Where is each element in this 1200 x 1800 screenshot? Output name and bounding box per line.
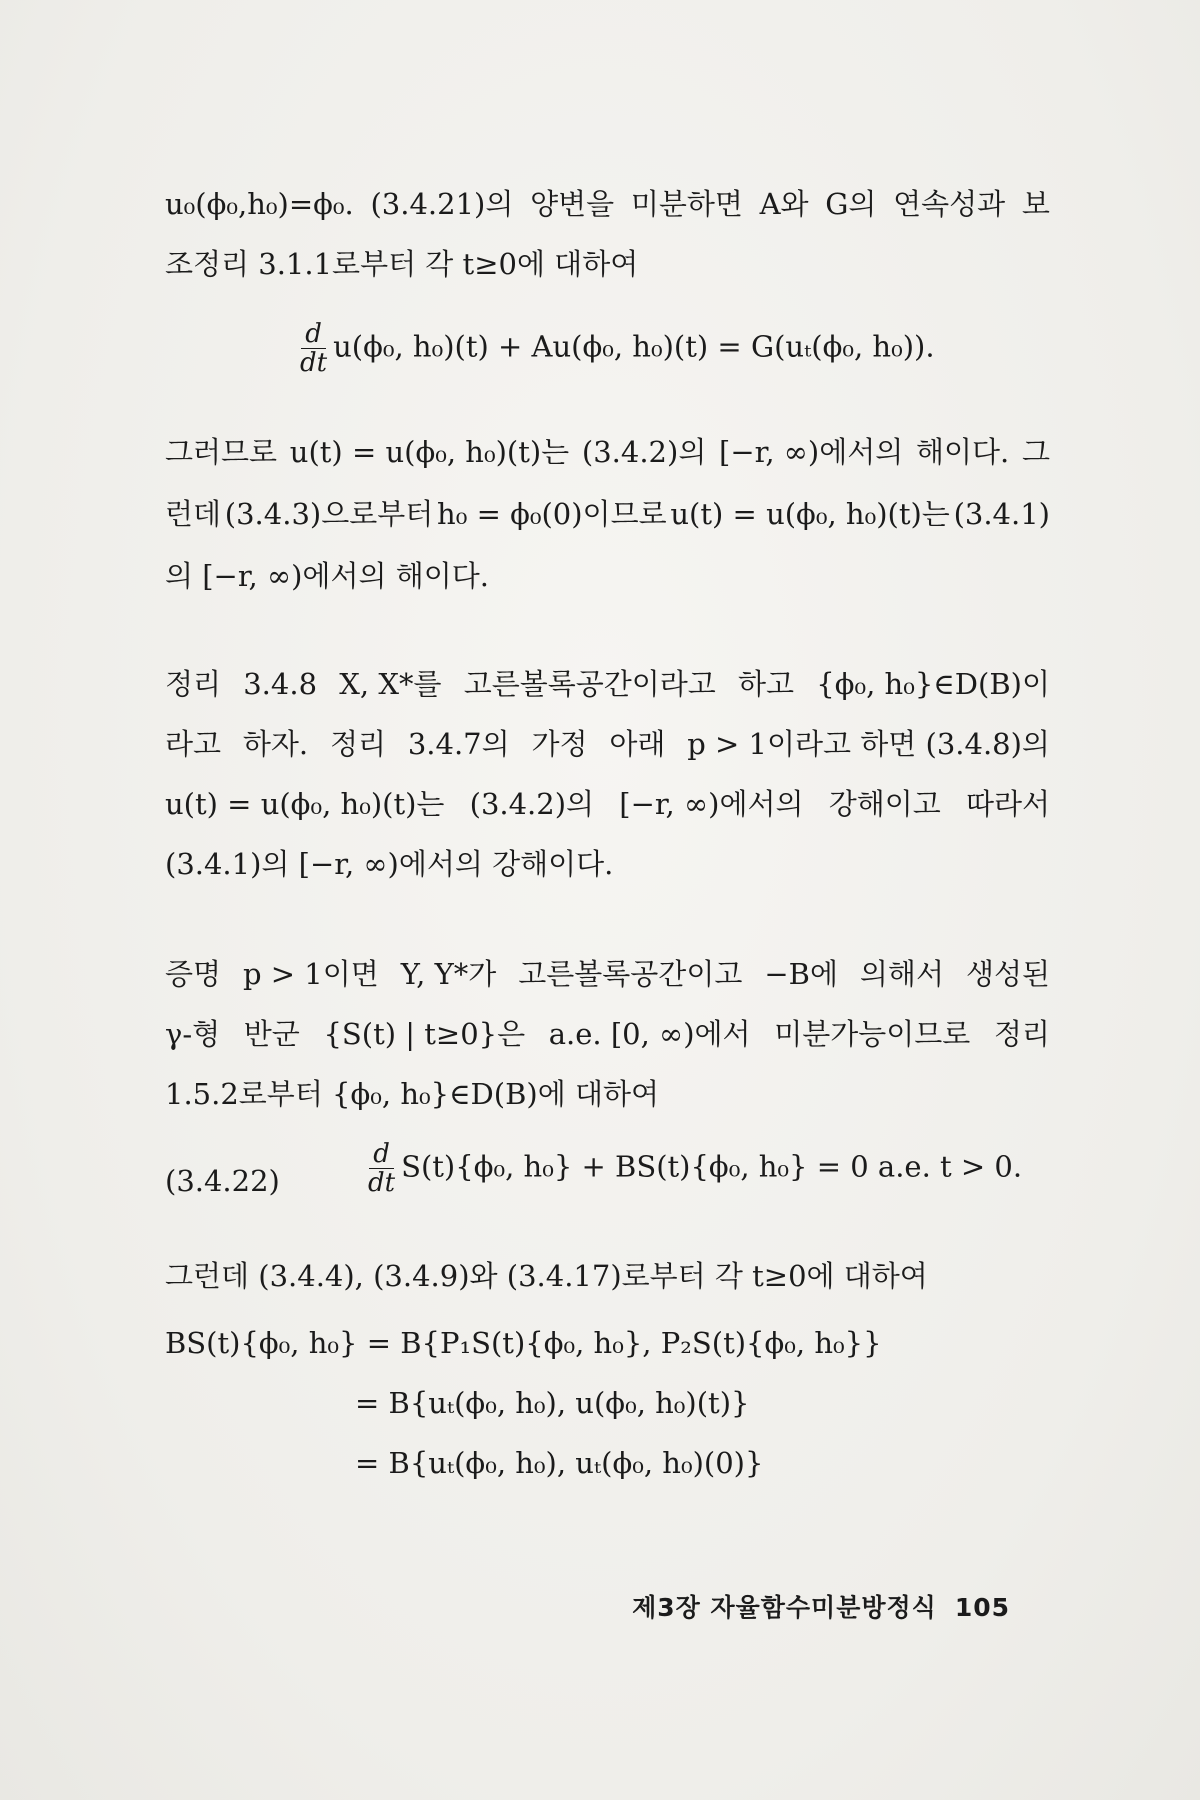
text-line: u(t) = u(ϕ₀, h₀)(t)는 (3.4.2)의 [−r, ∞)에서의 강해이고 따라서: [165, 787, 1050, 821]
text-line: γ-형 반군 {S(t) | t≥0}은 a.e. [0, ∞)에서 미분가능이므로 정리: [165, 1017, 1050, 1051]
aligned-equation-line-3: = B{uₜ(ϕ₀, h₀), uₜ(ϕ₀, h₀)(0)}: [355, 1446, 764, 1480]
text-line: 조정리 3.1.1로부터 각 t≥0에 대하여: [165, 247, 639, 281]
aligned-equation-line-2: = B{uₜ(ϕ₀, h₀), u(ϕ₀, h₀)(t)}: [355, 1386, 750, 1420]
text-line: 그런데 (3.4.4), (3.4.9)와 (3.4.17)로부터 각 t≥0에 대하여: [165, 1259, 928, 1293]
text-line: u₀(ϕ₀,h₀)=ϕ₀. (3.4.21)의 양변을 미분하면 A와 G의 연속성과 보: [165, 187, 1050, 221]
derivative-fraction: $\frac{d}{dt}$: [368, 1139, 396, 1198]
aligned-equation-line-1: BS(t){ϕ₀, h₀} = B{P₁S(t){ϕ₀, h₀}, P₂S(t){ϕ₀, h₀}}: [165, 1326, 882, 1360]
page-number: 105: [954, 1593, 1010, 1622]
equation-3-4-22: $\frac{d}{dt}$ S(t){ϕ₀, h₀} + BS(t){ϕ₀, h₀} = 0 a.e. t > 0.: [368, 1139, 1023, 1198]
text-line: 그러므로 u(t) = u(ϕ₀, h₀)(t)는 (3.4.2)의 [−r, ∞)에서의 해이다. 그: [165, 435, 1050, 469]
text-line: 라고 하자. 정리 3.4.7의 가정 아래 p > 1이라고 하면 (3.4.8)의: [165, 727, 1050, 761]
display-equation: $\frac{d}{dt}$ u(ϕ₀, h₀)(t) + Au(ϕ₀, h₀)(t) = G(uₜ(ϕ₀, h₀)).: [300, 319, 935, 378]
page-footer: [632, 1588, 1010, 1624]
text-line: 의 [−r, ∞)에서의 해이다.: [165, 559, 489, 593]
text-line: 정리 3.4.8 X, X*를 고른볼록공간이라고 하고 {ϕ₀, h₀}∈D(B)이: [165, 667, 1050, 701]
equation-number: (3.4.22): [165, 1164, 280, 1198]
text-line: 1.5.2로부터 {ϕ₀, h₀}∈D(B)에 대하여: [165, 1077, 660, 1111]
text-line: 런데 (3.4.3)으로부터 h₀ = ϕ₀(0)이므로 u(t) = u(ϕ₀, h₀)(t)는 (3.4.1): [165, 497, 1050, 531]
text-line: (3.4.1)의 [−r, ∞)에서의 강해이다.: [165, 847, 614, 881]
derivative-fraction: $\frac{d}{dt}$: [300, 319, 328, 378]
text-line: 증명 p > 1이면 Y, Y*가 고른볼록공간이고 −B에 의해서 생성된: [165, 957, 1050, 991]
chapter-title: 제3장 자율함수미분방정식: [632, 1593, 937, 1622]
